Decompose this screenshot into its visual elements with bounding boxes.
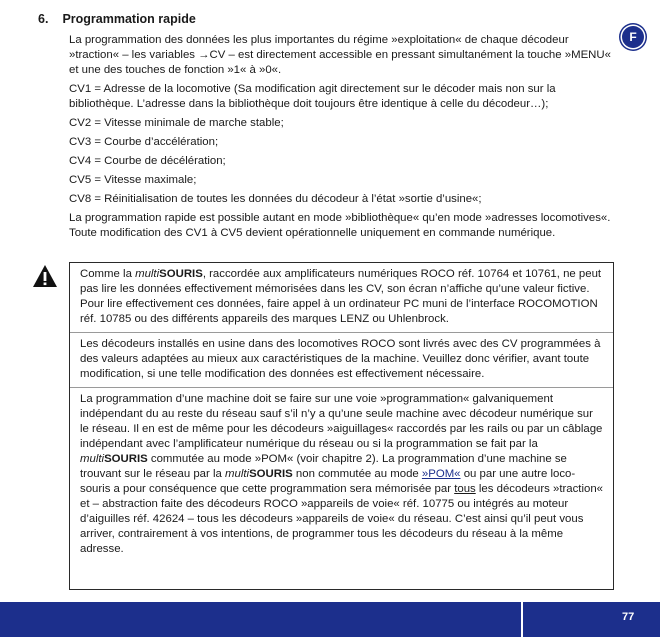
- cv-item: CV4 = Courbe de décélération;: [69, 155, 226, 167]
- section-body: [69, 33, 614, 245]
- warning-box: [69, 262, 614, 590]
- cv-item: CV3 = Courbe d’accélération;: [69, 136, 219, 148]
- warning-paragraph-2: Les décodeurs installés en usine dans des locomotives ROCO sont livrés avec des CV programmées à des valeurs adaptées au mieux aux caractéristiques de la machine. Veuillez donc vérifier, avant toute modification, si une telle modification des données est effectivement nécessaire.: [80, 338, 601, 380]
- section-title: Programmation rapide: [62, 12, 196, 26]
- warning-icon: [32, 264, 58, 288]
- cv-item: CV2 = Vitesse minimale de marche stable;: [69, 117, 284, 129]
- warning-paragraph-3: La programmation d’une machine doit se faire sur une voie »programmation« galvaniquement indépendant du au reste du réseau sauf s’il n’y a qu’une seule machine avec décodeur numérique sur le réseau. Il en est de même pour les décodeurs »aiguillages« raccordés par les rails ou par un câblage indépendant avec l’amplificateur numérique du réseau ou si la programmation se fait par la multiSOURIS commutée au mode »POM« (voir chapitre 2). La programmation d’une machine se trouvant sur le réseau par la multiSOURIS non commutée au mode »POM« ou par une autre loco-souris a pour conséquence que cette programmation sera mémorisée par tous les décodeurs »traction« et – abstraction faite des décodeurs ROCO »appareils de voie« réf. 10775 ou intégrés au moteur d’aiguilles réf. 42624 – tous les décodeurs »appareils de voie« du réseau. C’est ainsi qu’il peut vous arriver, contrairement à vos intentions, de programmer tous les décodeurs du réseau à la même adresse.: [80, 393, 604, 555]
- divider: [70, 332, 613, 333]
- section-heading: [38, 12, 196, 26]
- intro-paragraph: La programmation des données les plus importantes du régime »exploitation« de chaque décodeur »traction« – les variables →CV – est directement accessible en pressant simultanément la touche »MENU« et une des touches de fonction »1« à »0«.: [69, 34, 611, 76]
- language-badge: F: [622, 26, 644, 48]
- section-number: 6.: [38, 12, 49, 26]
- cv-item: CV5 = Vitesse maximale;: [69, 174, 197, 186]
- pom-link[interactable]: »POM«: [421, 468, 461, 480]
- warning-paragraph-1: Comme la multiSOURIS, raccordée aux amplificateurs numériques ROCO réf. 10764 et 10761, ne peut pas lire les données effectivement mémorisées dans les CV, son écran n’affiche qu’une valeur fictive. Pour lire effectivement ces données, faire appel à un ordinateur PC muni de l’interface ROCOMOTION réf. 10785 ou des différents appareils des marques LENZ ou Uhlenbrock.: [80, 268, 602, 325]
- cv-item: CV1 = Adresse de la locomotive (Sa modification agit directement sur le décoder mais non sur la bibliothèque. L’adresse dans la bibliothèque doit toujours être identique à celle du décodeur…);: [69, 83, 556, 110]
- library-note: La programmation rapide est possible autant en mode »bibliothèque« qu’en mode »adresses locomotives«. Toute modification des CV1 à CV5 devient opérationnelle uniquement en commande numérique.: [69, 212, 611, 239]
- page-number: 77: [622, 611, 635, 623]
- footer-bar: [0, 602, 660, 637]
- footer-separator: [521, 600, 523, 637]
- divider: [70, 387, 613, 388]
- cv-item: CV8 = Réinitialisation de toutes les données du décodeur à l’état »sortie d’usine«;: [69, 193, 482, 205]
